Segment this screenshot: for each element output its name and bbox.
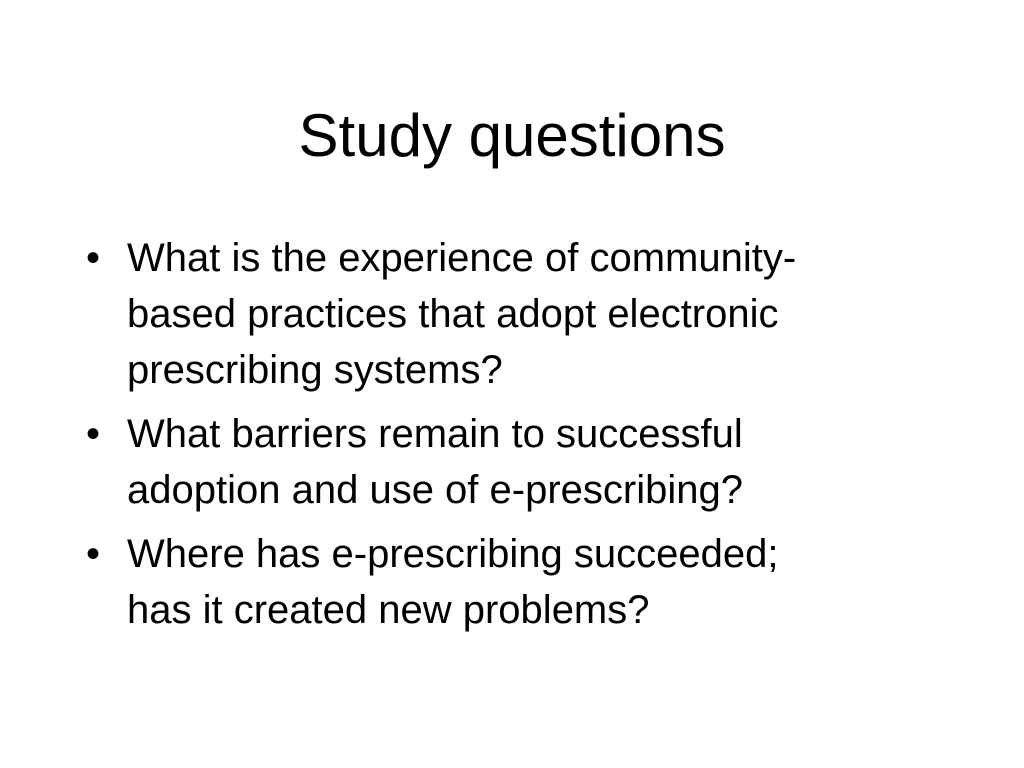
bullet-text: Where has e-prescribing succeeded; has it created new problems? bbox=[127, 532, 779, 632]
bullet-item-2 bbox=[86, 406, 946, 518]
bullet-marker: • bbox=[86, 532, 101, 576]
bullet-marker: • bbox=[86, 236, 101, 280]
bullet-list bbox=[86, 230, 946, 646]
bullet-item-1 bbox=[86, 230, 946, 398]
slide-title: Study questions bbox=[298, 102, 726, 169]
bullet-text: What barriers remain to successful adoption and use of e-prescribing? bbox=[127, 412, 743, 512]
bullet-item-3 bbox=[86, 526, 946, 638]
bullet-text: What is the experience of community- based practices that adopt electronic prescribing systems? bbox=[127, 236, 797, 392]
bullet-marker: • bbox=[86, 412, 101, 456]
